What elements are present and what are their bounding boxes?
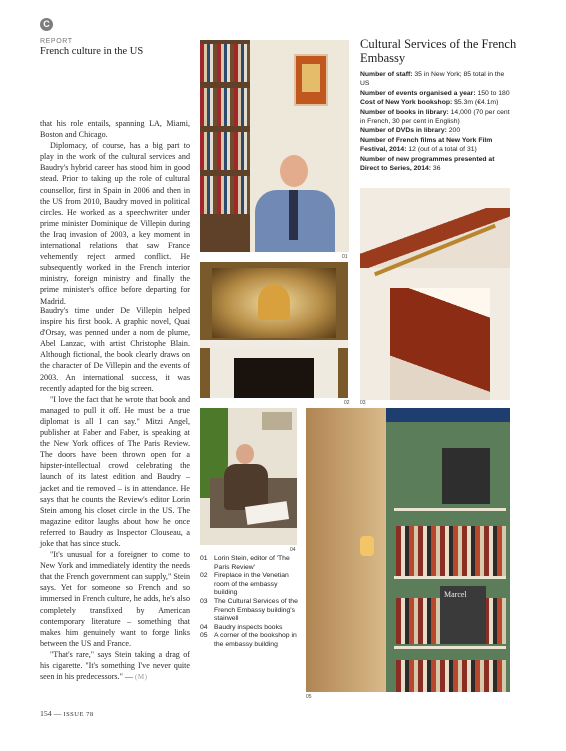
stat-label: Number of staff: bbox=[360, 71, 413, 78]
caption-number: 01 bbox=[200, 555, 208, 562]
book-row bbox=[200, 132, 250, 170]
photo-number: 04 bbox=[290, 547, 296, 553]
caption-text: Lorin Stein, editor of 'The Paris Review' bbox=[214, 555, 290, 571]
stat-value: 150 to 180 bbox=[477, 89, 510, 97]
section-label: REPORT bbox=[40, 38, 73, 45]
stat-value: 36 bbox=[432, 165, 441, 173]
caption-number: 04 bbox=[200, 623, 208, 631]
paragraph-text: "That's rare," says Stein taking a drag of his cigarette. "It's something I've never quite seen in his predecessors." — bbox=[40, 649, 190, 682]
person-head bbox=[236, 444, 254, 464]
photo-bookshop bbox=[306, 408, 510, 692]
person-tie bbox=[289, 190, 298, 240]
caption-text: Fireplace in the Venetian room of the embassy building bbox=[214, 572, 289, 597]
featured-book: Marcel bbox=[440, 586, 486, 644]
article-column-2 bbox=[40, 305, 190, 683]
stat-item bbox=[360, 89, 510, 98]
bookshelf bbox=[200, 40, 250, 252]
stat-item bbox=[360, 70, 510, 89]
stat-value: 14,000 (70 per cent in French, 30 per cent in English) bbox=[360, 108, 510, 126]
photo-number: 02 bbox=[344, 400, 350, 406]
stat-item bbox=[360, 108, 510, 127]
shelf bbox=[394, 576, 506, 579]
featured-book bbox=[442, 448, 490, 504]
caption-item bbox=[200, 555, 302, 572]
photo-fireplace bbox=[200, 262, 348, 398]
stat-value: 200 bbox=[448, 127, 461, 135]
book-row bbox=[396, 660, 506, 692]
bookcase-cornice bbox=[386, 408, 510, 422]
stat-value: 35 in New York; 85 total in the US bbox=[360, 71, 505, 88]
shelf bbox=[394, 646, 506, 649]
caption-number: 02 bbox=[200, 572, 208, 580]
book-row bbox=[396, 526, 506, 576]
stat-label: Number of new programmes presented at Direct to Series, 2014: bbox=[360, 155, 495, 173]
stat-item bbox=[360, 98, 510, 107]
page-number: 154 bbox=[40, 709, 52, 718]
stair-flight-lower bbox=[390, 288, 490, 400]
fireplace bbox=[210, 348, 338, 398]
stat-item bbox=[360, 126, 510, 135]
stat-label: Number of French films at New York Film Festival, 2014: bbox=[360, 136, 493, 154]
caption-item bbox=[200, 598, 302, 624]
page-footer bbox=[40, 709, 94, 719]
magazine-logo-icon: C bbox=[40, 18, 53, 31]
stair-flight-upper bbox=[360, 208, 510, 268]
issue-label: ISSUE 78 bbox=[63, 711, 94, 718]
mantelpiece bbox=[200, 340, 348, 348]
person-jacket bbox=[224, 464, 268, 510]
photo-number: 05 bbox=[306, 694, 312, 700]
wood-panelling bbox=[306, 408, 386, 692]
photo-baudry bbox=[200, 408, 297, 545]
photo-number: 03 bbox=[360, 400, 366, 406]
footer-dash: — bbox=[53, 709, 62, 718]
stat-label: Number of events organised a year: bbox=[360, 89, 476, 97]
stat-label: Number of books in library: bbox=[360, 108, 449, 116]
mantel-clock bbox=[258, 284, 290, 320]
paragraph: that his role entails, spanning LA, Miami, Boston and Chicago. bbox=[40, 119, 190, 140]
paragraph: "I love the fact that he wrote that book and managed to pull it off. He must be a true diplomat is all I can say." Mitzi Angel, publisher at Faber and Faber, is speaking at the New York offices of The Paris Review. The doors have been thrown open for a hipster-intellectual crowd celebrating the launch of its latest edition and Baudry – jacket and tie removed – is in attendance. He says that he counts the Review's editor Lorin Stein among his closet circle in the US. The magazine editor laughs about how he once referred to Baudry as Inspector Clouseau, a joke that has since stuck. bbox=[40, 394, 190, 548]
stat-item bbox=[360, 136, 510, 155]
caption-item bbox=[200, 624, 302, 633]
caption-number: 03 bbox=[200, 597, 208, 605]
photo-stairwell bbox=[360, 188, 510, 400]
stat-label: Cost of New York bookshop: bbox=[360, 99, 453, 107]
stat-value: $5.3m (€4.1m) bbox=[454, 99, 499, 107]
wall-lamp bbox=[360, 536, 374, 556]
photo-lorin-stein bbox=[200, 40, 349, 252]
caption-number: 05 bbox=[200, 632, 208, 640]
shelf bbox=[394, 508, 506, 511]
end-mark: (M) bbox=[135, 673, 148, 682]
photo-captions bbox=[200, 555, 302, 650]
paragraph: Baudry's time under De Villepin helped inspire his first book. A graphic novel, Quai d'Orsay, was penned under a nom de plume, Abel Lanzac, with artist Christophe Blain. Although fictional, the book clearly draws on the character of De Villepin and the events of 2003. An international success, it was recently adapted for the big screen. bbox=[40, 306, 190, 393]
wall-picture bbox=[262, 412, 292, 430]
stat-item bbox=[360, 155, 510, 174]
caption-text: Baudry inspects books bbox=[214, 623, 283, 631]
paragraph: "It's unusual for a foreigner to come to New York and immediately identity the needs that the French government can supply," Stein says. Yet for someone so French and so immersed in French culture, he adds, he's also completely transfixed by American contemporary literature – something that makes him genuinely want to forge links between the US and France. bbox=[40, 550, 190, 648]
article-column-1 bbox=[40, 118, 190, 307]
stats-list bbox=[360, 70, 510, 173]
caption-text: A corner of the bookshop in the embassy building bbox=[214, 632, 297, 648]
photo-number: 01 bbox=[342, 254, 348, 260]
book-row bbox=[200, 88, 250, 126]
caption-text: The Cultural Services of the French Embassy building's stairwell bbox=[214, 597, 298, 623]
stat-value: 12 (out of a total of 31) bbox=[408, 146, 477, 154]
person-head bbox=[280, 155, 308, 187]
caption-item bbox=[200, 632, 302, 649]
paragraph: Diplomacy, of course, has a big part to play in the work of the cultural services and Baudry's hybrid career has stood him in good stead. Prior to taking up the role of cultural counsellor, first in Spain in 2006 and then in the US from 2010, Baudry moved in political circles. He worked as a speechwriter under prime minister Dominique de Villepin during the Iraq invasion of 2003, a key moment in international relations that saw France vehemently reject armed conflict. He subsequently worked in the French interior ministry, foreign ministry and finally the prime minister's office before departing for Madrid. bbox=[40, 141, 190, 306]
book-row bbox=[200, 44, 250, 82]
page-header-title: French culture in the US bbox=[40, 46, 144, 57]
framed-picture bbox=[294, 54, 328, 106]
caption-item bbox=[200, 572, 302, 598]
stat-label: Number of DVDs in library: bbox=[360, 127, 447, 135]
paragraph-final bbox=[40, 649, 190, 683]
book-row bbox=[200, 176, 250, 214]
sidebar-title: Cultural Services of the French Embassy bbox=[360, 37, 517, 65]
